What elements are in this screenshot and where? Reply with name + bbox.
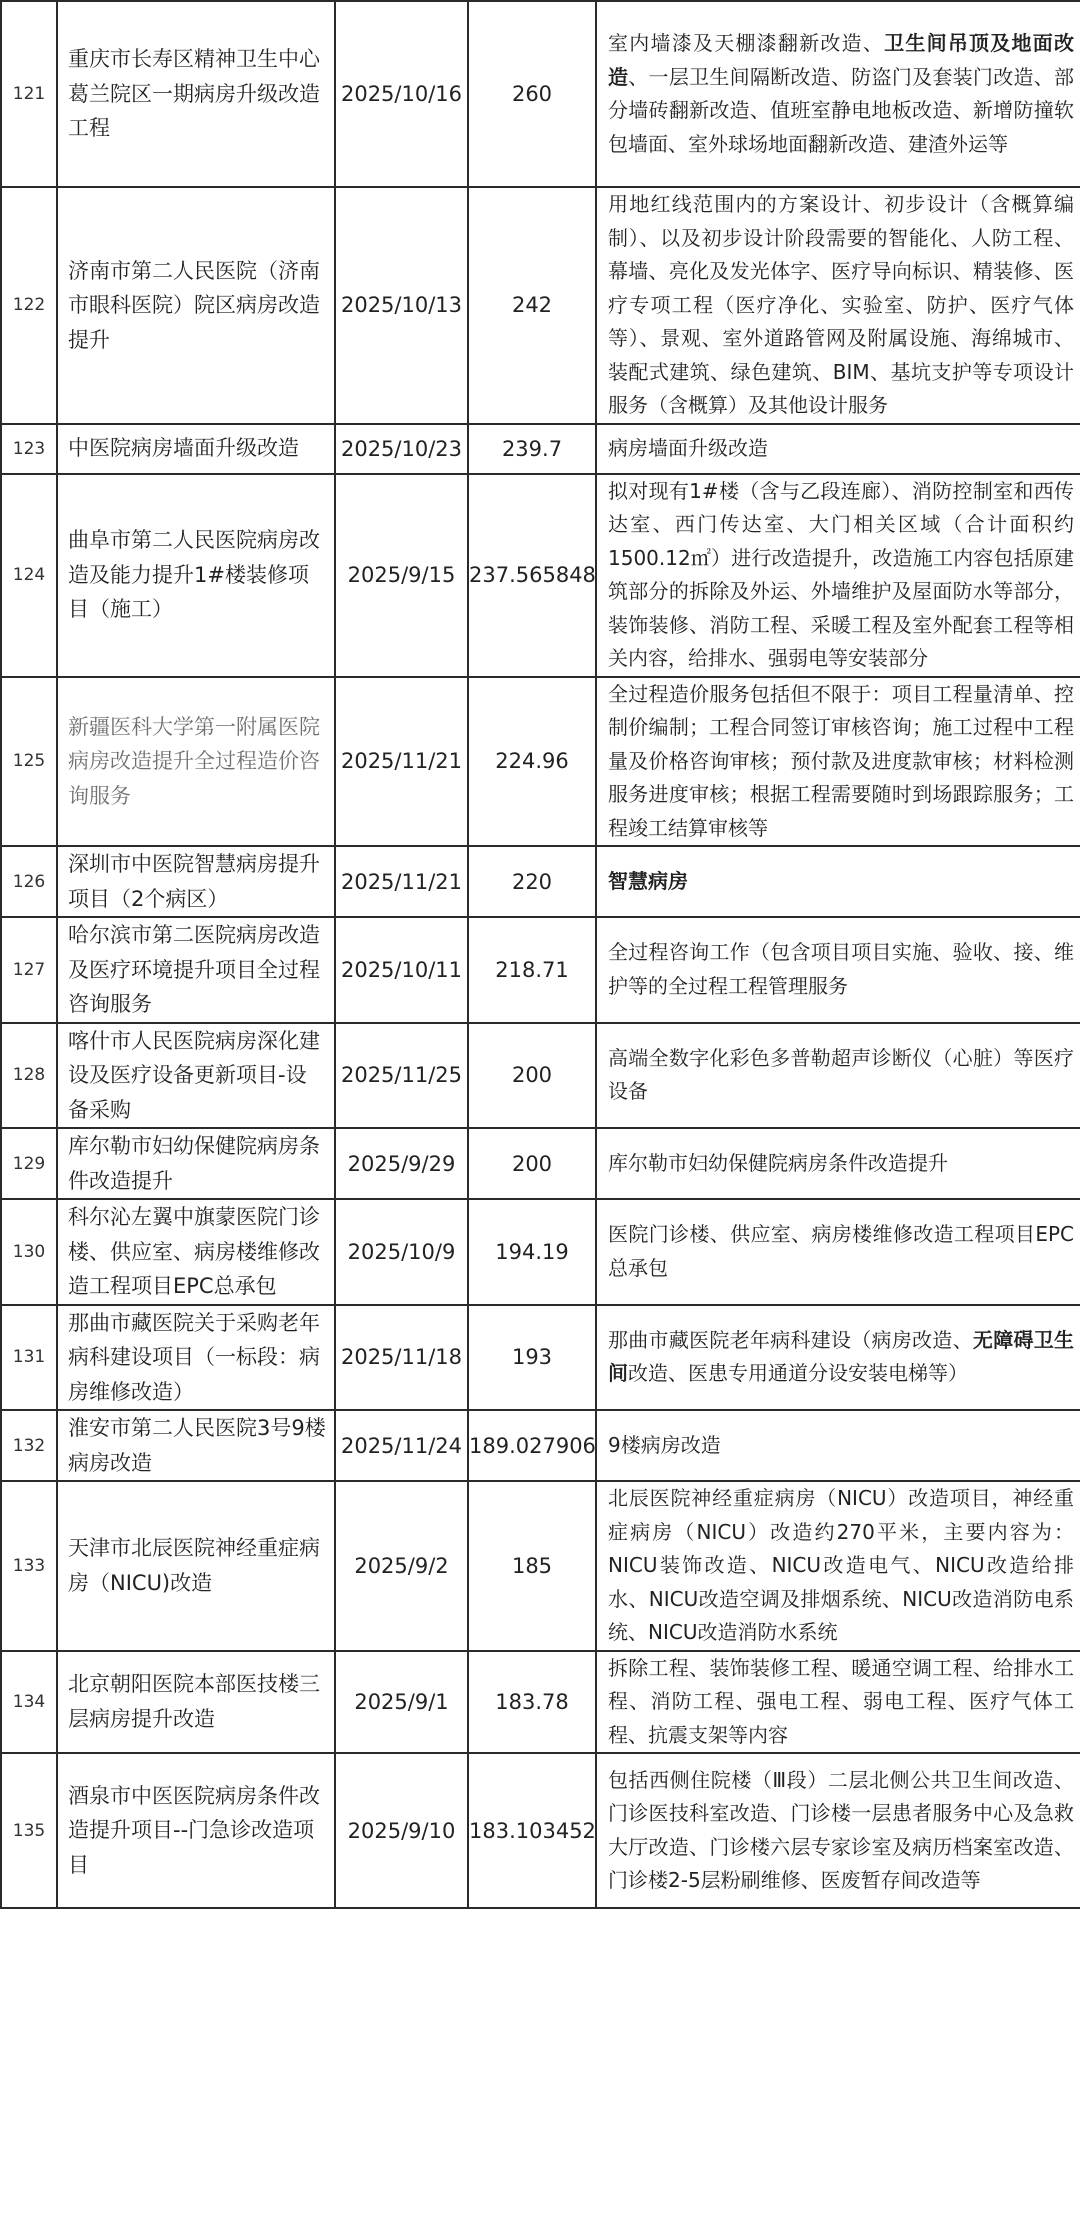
project-name-cell: 济南市第二人民医院（济南市眼科医院）院区病房改造提升 [57,187,335,424]
row-index-cell: 134 [1,1651,57,1754]
amount-cell: 237.565848 [468,474,596,677]
description-text: 拆除工程、装饰装修工程、暖通空调工程、给排水工程、消防工程、强电工程、弱电工程、医疗气体工程、抗震支架等内容 [608,1655,1074,1747]
date-cell: 2025/10/13 [335,187,468,424]
row-index-cell: 124 [1,474,57,677]
table-row [1,1,1080,187]
amount-cell: 242 [468,187,596,424]
table-row [1,474,1080,677]
description-cell [596,846,1080,917]
description-highlight: 无障碍卫生间 [608,1327,1075,1386]
amount-cell: 200 [468,1023,596,1129]
date-cell: 2025/10/9 [335,1199,468,1305]
row-index-cell: 127 [1,917,57,1023]
table-row [1,1651,1080,1754]
project-name-cell: 淮安市第二人民医院3号9楼病房改造 [57,1410,335,1481]
date-cell: 2025/10/11 [335,917,468,1023]
amount-cell: 185 [468,1481,596,1651]
amount-cell: 218.71 [468,917,596,1023]
table-row [1,187,1080,424]
row-index-cell: 123 [1,424,57,474]
description-text: 、一层卫生间隔断改造、防盗门及套装门改造、部分墙砖翻新改造、值班室静电地板改造、新增防撞软包墙面、室外球场地面翻新改造、建渣外运等 [608,64,1075,156]
description-cell [596,677,1080,847]
project-name-cell: 那曲市藏医院关于采购老年病科建设项目（一标段：病房维修改造） [57,1305,335,1411]
description-cell [596,1753,1080,1908]
amount-cell: 183.103452 [468,1753,596,1908]
date-cell: 2025/11/21 [335,846,468,917]
table-row [1,1481,1080,1651]
date-cell: 2025/9/29 [335,1128,468,1199]
description-cell [596,1651,1080,1754]
description-text: 医院门诊楼、供应室、病房楼维修改造工程项目EPC总承包 [608,1222,1074,1280]
description-cell [596,1305,1080,1411]
description-cell [596,1,1080,187]
amount-cell: 194.19 [468,1199,596,1305]
table-row [1,1305,1080,1411]
row-index-cell: 135 [1,1753,57,1908]
project-name-cell: 科尔沁左翼中旗蒙医院门诊楼、供应室、病房楼维修改造工程项目EPC总承包 [57,1199,335,1305]
row-index-cell: 133 [1,1481,57,1651]
description-text: 改造、医患专用通道分设安装电梯等） [628,1361,968,1386]
table-row [1,677,1080,847]
project-name-cell: 中医院病房墙面升级改造 [57,424,335,474]
date-cell: 2025/11/24 [335,1410,468,1481]
project-name-cell: 酒泉市中医医院病房条件改造提升项目--门急诊改造项目 [57,1753,335,1908]
amount-cell: 239.7 [468,424,596,474]
amount-cell: 200 [468,1128,596,1199]
table-row [1,1128,1080,1199]
description-cell [596,1023,1080,1129]
project-name-cell: 新疆医科大学第一附属医院病房改造提升全过程造价咨询服务 [57,677,335,847]
row-index-cell: 130 [1,1199,57,1305]
row-index-cell: 131 [1,1305,57,1411]
description-text: 北辰医院神经重症病房（NICU）改造项目，神经重症病房（NICU）改造约270平米，主要内容为：NICU装饰改造、NICU改造电气、NICU改造给排水、NICU改造空调及排烟系统、NICU改造消防电系统、NICU改造消防水系统 [608,1486,1074,1644]
description-highlight: 智慧病房 [608,868,688,893]
row-index-cell: 129 [1,1128,57,1199]
date-cell: 2025/9/2 [335,1481,468,1651]
project-name-cell: 深圳市中医院智慧病房提升项目（2个病区） [57,846,335,917]
table-row [1,917,1080,1023]
amount-cell: 260 [468,1,596,187]
date-cell: 2025/11/25 [335,1023,468,1129]
description-cell [596,1128,1080,1199]
amount-cell: 224.96 [468,677,596,847]
date-cell: 2025/9/1 [335,1651,468,1754]
description-cell [596,1199,1080,1305]
row-index-cell: 122 [1,187,57,424]
date-cell: 2025/11/18 [335,1305,468,1411]
table-row [1,424,1080,474]
table-body [1,1,1080,1908]
project-name-cell: 曲阜市第二人民医院病房改造及能力提升1#楼装修项目（施工） [57,474,335,677]
description-highlight: 卫生间吊顶及地面改造 [608,31,1075,89]
date-cell: 2025/10/16 [335,1,468,187]
description-text: 病房墙面升级改造 [608,435,768,460]
date-cell: 2025/9/10 [335,1753,468,1908]
description-cell [596,474,1080,677]
description-text: 拟对现有1#楼（含与乙段连廊）、消防控制室和西传达室、西门传达室、大门相关区域（合计面积约1500.12㎡）进行改造提升，改造施工内容包括原建筑部分的拆除及外运、外墙维护及屋面防水等部分，装饰装修、消防工程、采暖工程及室外配套工程等相关内容，给排水、强弱电等安装部分 [608,478,1074,670]
amount-cell: 183.78 [468,1651,596,1754]
project-name-cell: 重庆市长寿区精神卫生中心葛兰院区一期病房升级改造工程 [57,1,335,187]
table-row [1,1023,1080,1129]
description-text: 高端全数字化彩色多普勒超声诊断仪（心脏）等医疗设备 [608,1045,1074,1104]
row-index-cell: 125 [1,677,57,847]
project-name-cell: 北京朝阳医院本部医技楼三层病房提升改造 [57,1651,335,1754]
description-text: 那曲市藏医院老年病科建设（病房改造、 [608,1327,973,1352]
project-name-cell: 天津市北辰医院神经重症病房（NICU)改造 [57,1481,335,1651]
row-index-cell: 132 [1,1410,57,1481]
table-row [1,1753,1080,1908]
project-name-cell: 哈尔滨市第二医院病房改造及医疗环境提升项目全过程咨询服务 [57,917,335,1023]
date-cell: 2025/9/15 [335,474,468,677]
description-text: 用地红线范围内的方案设计、初步设计（含概算编制）、以及初步设计阶段需要的智能化、人防工程、幕墙、亮化及发光体字、医疗导向标识、精装修、医疗专项工程（医疗净化、实验室、防护、医疗气体等）、景观、室外道路管网及附属设施、海绵城市、装配式建筑、绿色建筑、BIM、基坑支护等专项设计服务（含概算）及其他设计服务 [608,192,1074,417]
description-text: 全过程咨询工作（包含项目项目实施、验收、接、维护等的全过程工程管理服务 [608,940,1074,998]
description-text: 室内墙漆及天棚漆翻新改造、 [608,31,885,55]
description-cell [596,1481,1080,1651]
table-row [1,1199,1080,1305]
table-row [1,1410,1080,1481]
description-text: 9楼病房改造 [608,1432,721,1457]
description-cell [596,187,1080,424]
description-text: 包括西侧住院楼（Ⅲ段）二层北侧公共卫生间改造、门诊医技科室改造、门诊楼一层患者服务中心及急救大厅改造、门诊楼六层专家诊室及病历档案室改造、门诊楼2-5层粉刷维修、医废暂存间改造等 [608,1767,1074,1892]
description-text: 库尔勒市妇幼保健院病房条件改造提升 [608,1150,948,1175]
table-row [1,846,1080,917]
row-index-cell: 121 [1,1,57,187]
row-index-cell: 126 [1,846,57,917]
amount-cell: 220 [468,846,596,917]
date-cell: 2025/10/23 [335,424,468,474]
amount-cell: 193 [468,1305,596,1411]
description-cell [596,424,1080,474]
row-index-cell: 128 [1,1023,57,1129]
project-name-cell: 喀什市人民医院病房深化建设及医疗设备更新项目-设备采购 [57,1023,335,1129]
description-cell [596,917,1080,1023]
amount-cell: 189.027906 [468,1410,596,1481]
description-cell [596,1410,1080,1481]
project-name-cell: 库尔勒市妇幼保健院病房条件改造提升 [57,1128,335,1199]
date-cell: 2025/11/21 [335,677,468,847]
description-text: 全过程造价服务包括但不限于：项目工程量清单、控制价编制；工程合同签订审核咨询；施工过程中工程量及价格咨询审核；预付款及进度款审核；材料检测服务进度审核；根据工程需要随时到场跟踪服务；工程竣工结算审核等 [608,681,1074,840]
